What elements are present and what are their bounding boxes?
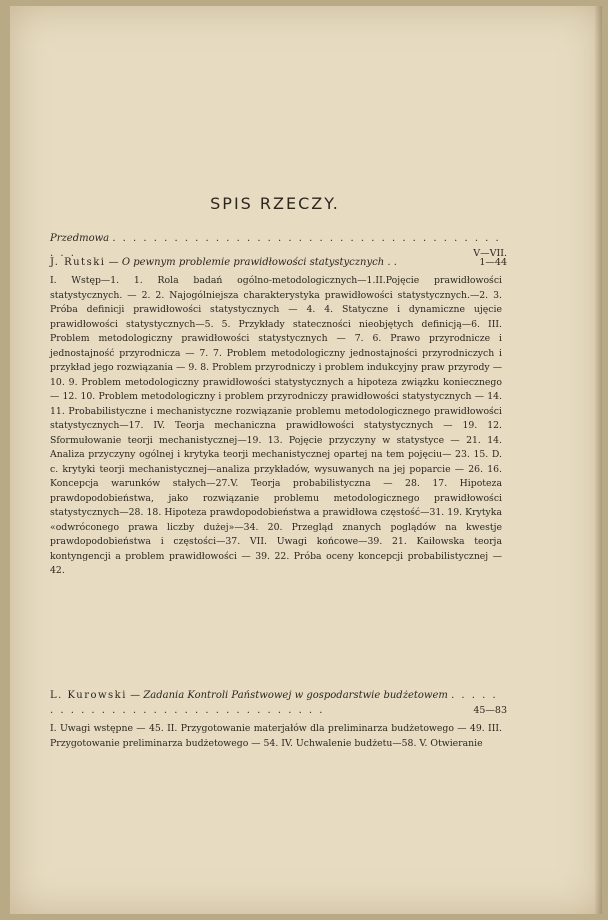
toc-page-range: 45—83 (473, 705, 507, 716)
toc-dash: — (126, 690, 144, 701)
toc-page-range: 1—44 (479, 257, 507, 268)
toc-page-range: V—VII. (473, 248, 507, 259)
page-edge-shadow (594, 6, 602, 914)
document-page (10, 6, 602, 914)
toc-entry-label: Przedmowa (50, 233, 110, 244)
toc-entry-rutski (50, 255, 507, 579)
leader-dots: . . . . . . . . . . . . . . . . . . . . . . . . . . . . . . . . . . . . . . . . . (50, 233, 501, 259)
toc-entry-contents: I. Wstęp—1. 1. Rola badań ogólno-metodologicznych—1.II.Pojęcie prawidłowości statystycznych. — 2. 2. Najogólniejsza charakterystyka prawidłowości statystycznych.—2. 3. Próba definicji prawidłowości statystycznych — 4. 4. Statyczne i dynamiczne ujęcie prawidłowości statystycznych—5. 5. Przykłady stateczności nieobjętych definicją—6. III. Problem metodologiczny prawidłowości statystycznych — 7. 6. Prawo przyrodnicze i jednostajność przyrodnicza — 7. 7. Problem metodologiczny jednostajności przyrodniczych i przykład jego rozwiązania — 9. 8. Problem przyrodniczy i problem indukcyjny praw przyrody — 10. 9. Problem metodologiczny prawidłowości statystycznych a hipoteza związku koniecznego — 12. 10. Problem metodologiczny i problem przyrodniczy prawidłowości statystycznych — 14. 11. Probabilistyczne i mechanistyczne rozwiązanie problemu metodologicznego prawidłowości statystycznych—17. IV. Teorja mechaniczna prawidłowości statystycznych — 19. 12. Sformułowanie teorji mechanistycznej—19. 13. Pojęcie przyczyny w statystyce — 21. 14. Analiza przyczyny ogólnej i krytyka teorji mechanistycznej opartej na tem pojęciu— 23. 15. D. c. krytyki teorji mechanistycznej—analiza przykładów, wysuwanych na jej poparcie — 26. 16. Koncepcja warunków stałych—27.V. Teorja probabilistyczna — 28. 17. Hipoteza prawdopodobieństwa, jako rozwiązanie problemu metodologicznego prawidłowości statystycznych—28. 18. Hipoteza prawdopodobieństwa a prawidłowa częstość—31. 19. Krytyka «odwróconego prawa liczby dużej»—34. 20. Przegląd znanych poglądów na kwestje prawdopodobieństwa i częstości—37. VII. Uwagi końcowe—39. 21. Kaiłowska teorja kontyngencji a problem prawidłowości — 39. 22. Próba oceny koncepcji probabilistycznej — 42. (50, 275, 502, 576)
toc-entry-head (50, 688, 507, 718)
toc-author: J. Rutski (50, 257, 106, 268)
toc-entry-title: Zadania Kontroli Państwowej w gospodarstwie budżetowem (143, 690, 448, 701)
toc-entry-kurowski (50, 688, 507, 751)
toc-dash: — (105, 257, 122, 268)
leader-dots: . . . . . . . . . . . . . . . . . . . . . . . . . . . . . . . . (50, 690, 498, 716)
page-title: SPIS RZECZY. (210, 194, 340, 213)
toc-entry-contents: I. Uwagi wstępne — 45. II. Przygotowanie materjałów dla preliminarza budżetowego — 49. III. Przygotowanie preliminarza budżetowego — 54. IV. Uchwalenie budżetu—58. V. Otwieranie (50, 723, 502, 749)
toc-author: L. Kurowski (50, 690, 127, 701)
toc-entry-title: O pewnym problemie prawidłowości statystycznych . . (121, 257, 397, 268)
toc-entry-head (50, 255, 507, 270)
